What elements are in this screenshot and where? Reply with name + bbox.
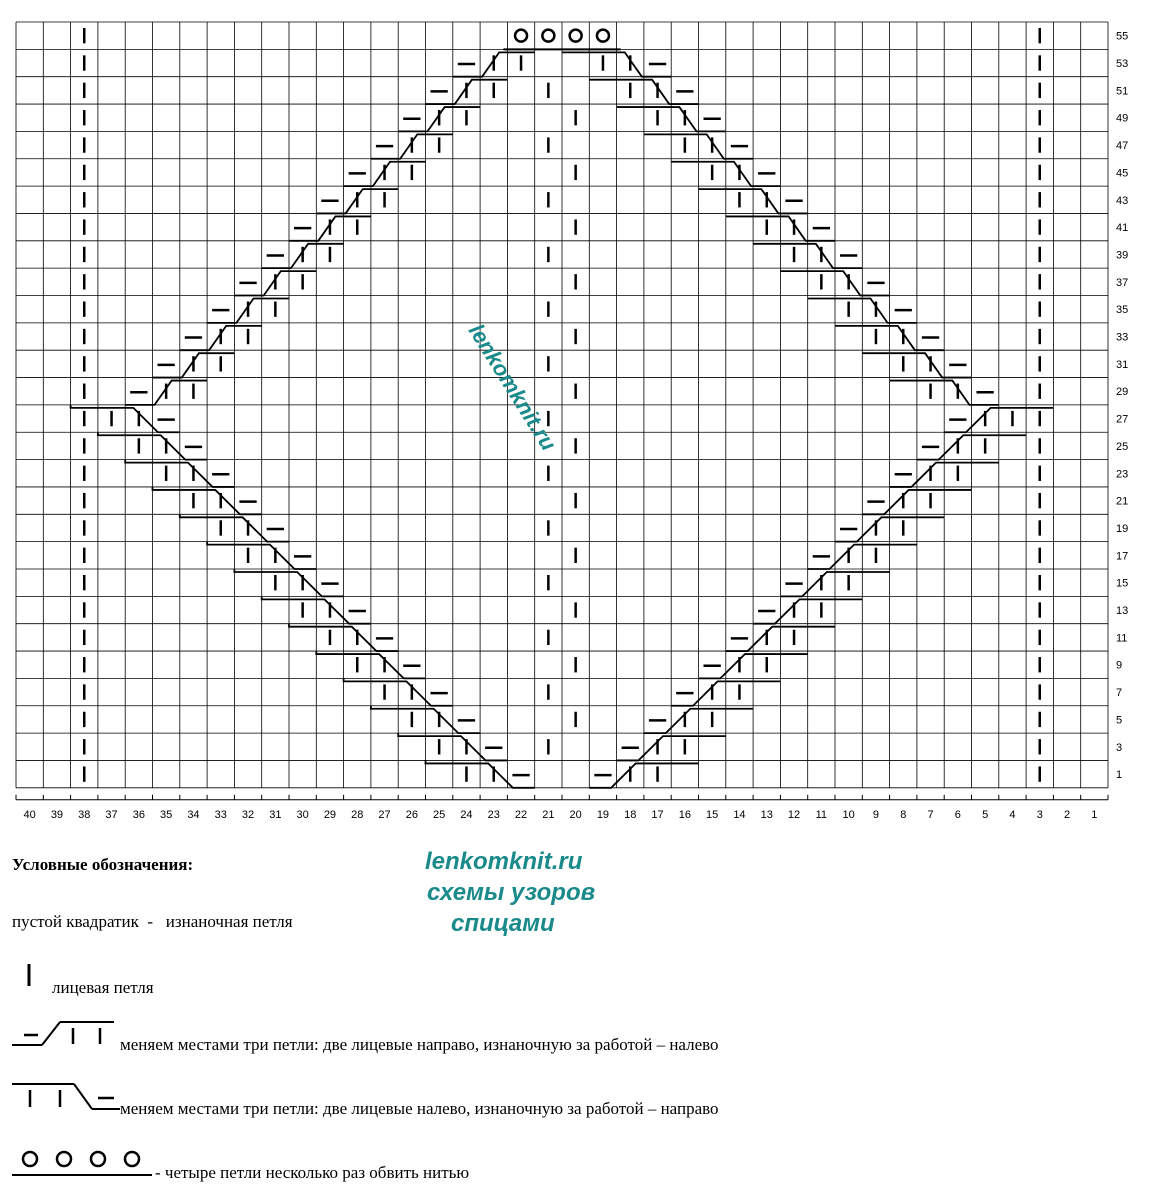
legend-cross-right-text: меняем местами три петли: две лицевые направо, изнаночную за работой – налево bbox=[120, 1035, 719, 1054]
cable-right-cross-icon bbox=[10, 1018, 120, 1050]
row-label: 7 bbox=[1116, 687, 1123, 700]
row-label: 13 bbox=[1116, 605, 1129, 618]
row-label: 45 bbox=[1116, 167, 1129, 180]
row-label: 1 bbox=[1116, 769, 1123, 782]
column-label: 1 bbox=[1091, 808, 1098, 821]
column-label: 17 bbox=[651, 808, 664, 821]
column-label: 6 bbox=[954, 808, 961, 821]
row-label: 21 bbox=[1116, 495, 1129, 508]
column-label: 7 bbox=[927, 808, 934, 821]
yarnover-circle bbox=[542, 30, 554, 42]
column-label: 30 bbox=[296, 808, 309, 821]
legend-purl bbox=[12, 912, 293, 932]
row-label: 53 bbox=[1116, 58, 1129, 71]
column-label: 15 bbox=[706, 808, 719, 821]
legend-knit-text: лицевая петля bbox=[52, 978, 154, 997]
column-label: 21 bbox=[542, 808, 555, 821]
row-label: 25 bbox=[1116, 440, 1129, 453]
column-label: 38 bbox=[78, 808, 91, 821]
site-brand bbox=[425, 846, 595, 939]
row-label: 5 bbox=[1116, 714, 1123, 727]
column-label: 10 bbox=[842, 808, 855, 821]
column-label: 9 bbox=[872, 808, 880, 821]
chart-watermark: lenkomknit.ru bbox=[463, 319, 562, 455]
column-label: 39 bbox=[50, 808, 64, 821]
row-label: 29 bbox=[1116, 386, 1129, 399]
column-label: 14 bbox=[733, 808, 746, 821]
column-label: 25 bbox=[433, 808, 446, 821]
column-label: 24 bbox=[460, 808, 473, 821]
row-label: 11 bbox=[1116, 632, 1128, 645]
column-label: 3 bbox=[1036, 808, 1043, 821]
legend-purl-sep: - bbox=[147, 912, 154, 931]
column-label: 23 bbox=[487, 808, 500, 821]
brand-subtitle: схемы узоров bbox=[427, 879, 596, 906]
chart-grid bbox=[16, 22, 1108, 800]
row-label: 49 bbox=[1116, 112, 1129, 125]
row-number-labels bbox=[1116, 31, 1128, 781]
cable-left-cross-icon bbox=[10, 1080, 122, 1114]
row-label: 39 bbox=[1116, 249, 1129, 262]
legend-wrap-text: - четыре петли несколько раз обвить нитью bbox=[155, 1163, 470, 1182]
yarnover-circle bbox=[570, 30, 582, 42]
column-label: 29 bbox=[323, 808, 337, 821]
column-label: 32 bbox=[241, 808, 255, 821]
column-label: 35 bbox=[160, 808, 173, 821]
row-label: 37 bbox=[1116, 276, 1129, 289]
row-label: 19 bbox=[1116, 522, 1129, 535]
column-label: 28 bbox=[351, 808, 364, 821]
row-label: 35 bbox=[1116, 304, 1129, 317]
column-label: 36 bbox=[132, 808, 145, 821]
row-label: 15 bbox=[1116, 577, 1129, 590]
column-label: 13 bbox=[760, 808, 773, 821]
column-label: 40 bbox=[23, 808, 36, 821]
brand-site: lenkomknit.ru bbox=[425, 848, 583, 875]
column-label: 31 bbox=[269, 808, 282, 821]
row-label: 3 bbox=[1116, 741, 1123, 754]
row-label: 9 bbox=[1116, 659, 1123, 672]
column-label: 22 bbox=[514, 808, 528, 821]
column-number-labels bbox=[24, 809, 1098, 821]
legend-cross-left-text: меняем местами три петли: две лицевые налево, изнаночную за работой – направо bbox=[120, 1099, 719, 1118]
column-label: 34 bbox=[187, 808, 200, 821]
column-label: 8 bbox=[900, 808, 907, 821]
brand-subtitle-2: спицами bbox=[451, 910, 555, 937]
column-label: 20 bbox=[569, 808, 582, 821]
row-label: 51 bbox=[1116, 85, 1129, 98]
column-label: 11 bbox=[815, 808, 828, 821]
legend-title: Условные обозначения: bbox=[12, 855, 194, 874]
row-label: 23 bbox=[1116, 468, 1129, 481]
row-label: 55 bbox=[1116, 30, 1129, 43]
yarnover-circle bbox=[597, 30, 609, 42]
column-label: 4 bbox=[1009, 808, 1016, 821]
column-label: 5 bbox=[982, 808, 989, 821]
column-label: 27 bbox=[378, 808, 391, 821]
column-label: 33 bbox=[214, 808, 227, 821]
row-label: 31 bbox=[1116, 358, 1129, 371]
row-label: 33 bbox=[1116, 331, 1129, 344]
legend-purl-text: изнаночная петля bbox=[165, 912, 293, 931]
column-label: 18 bbox=[624, 808, 637, 821]
yarnover-circle bbox=[515, 30, 527, 42]
row-label: 27 bbox=[1116, 413, 1129, 426]
row-label: 47 bbox=[1116, 140, 1129, 153]
column-label: 2 bbox=[1063, 808, 1071, 821]
wrap-four-icon bbox=[10, 1148, 155, 1178]
knit-stitch-icon bbox=[20, 962, 40, 990]
column-label: 26 bbox=[405, 808, 418, 821]
column-label: 37 bbox=[105, 808, 118, 821]
row-label: 17 bbox=[1116, 550, 1129, 563]
column-label: 12 bbox=[787, 808, 801, 821]
column-label: 19 bbox=[596, 808, 610, 821]
row-label: 41 bbox=[1116, 222, 1129, 235]
legend-purl-symbol: пустой квадратик bbox=[12, 912, 139, 931]
row-label: 43 bbox=[1116, 194, 1129, 207]
column-label: 16 bbox=[678, 808, 691, 821]
